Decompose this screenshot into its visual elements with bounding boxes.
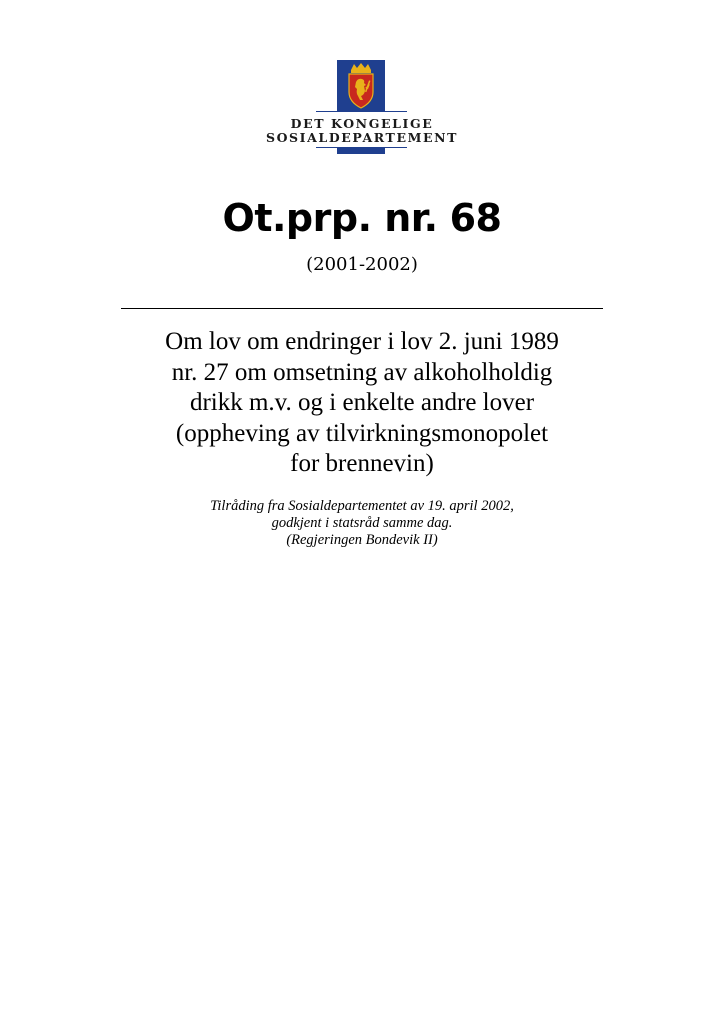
approval-line: (Regjeringen Bondevik II)	[286, 532, 438, 548]
subject-line: for brennevin)	[290, 450, 434, 477]
logo-rule-top	[316, 111, 407, 112]
ministry-name-line1: DET KONGELIGE	[290, 116, 434, 131]
logo-base-bar	[337, 148, 385, 154]
ministry-logo	[0, 60, 724, 160]
ministry-name-line2: SOSIALDEPARTEMENT	[265, 130, 459, 145]
subject-line: Om lov om endringer i lov 2. juni 1989	[165, 328, 559, 355]
coat-of-arms-icon	[337, 60, 385, 112]
approval-note	[110, 498, 614, 549]
approval-line: godkjent i statsråd samme dag.	[271, 515, 453, 531]
subject-line: drikk m.v. og i enkelte andre lover	[189, 389, 535, 416]
subject-line: nr. 27 om omsetning av alkoholholdig	[171, 358, 553, 386]
title-divider	[121, 308, 603, 309]
approval-line: Tilråding fra Sosialdepartementet av 19. april 2002,	[210, 498, 514, 514]
session-years: (2001-2002)	[306, 254, 418, 275]
document-title	[0, 196, 724, 240]
subject-line: (oppheving av tilvirkningsmonopolet	[175, 419, 549, 447]
title-prefix: Ot.prp. nr.	[222, 196, 438, 240]
subject-heading	[110, 327, 614, 480]
title-number: 68	[449, 196, 502, 240]
